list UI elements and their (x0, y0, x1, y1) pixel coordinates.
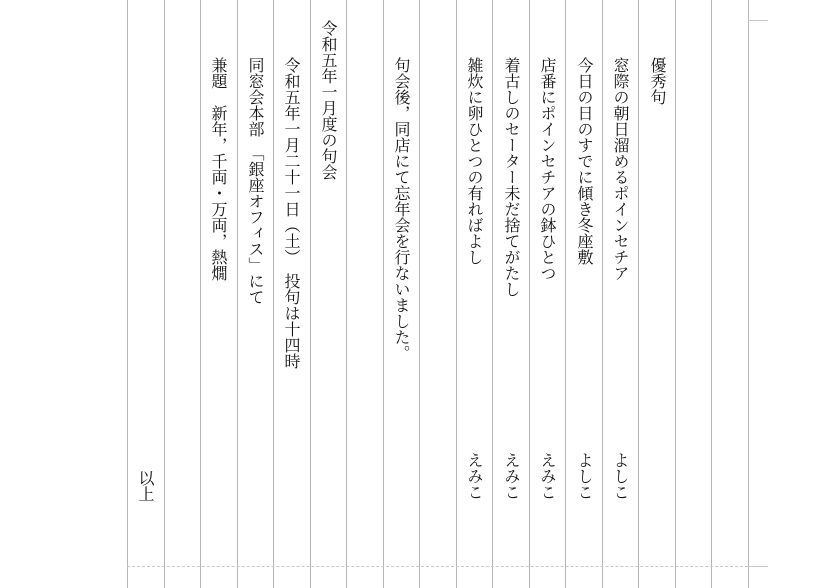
next-meeting-topics: 兼題 新年，千両・万両，熱燗 (209, 57, 228, 281)
haiku-text: 窓際の朝日溜めるポインセチア (611, 57, 630, 281)
ruled-line (346, 0, 347, 588)
ruled-line (273, 0, 274, 588)
ruled-line (748, 0, 749, 588)
ruled-line (675, 0, 676, 588)
haiku-author: えみこ (502, 452, 521, 500)
ruled-line (237, 0, 238, 588)
haiku-author: えみこ (465, 452, 484, 500)
ruled-line (310, 0, 311, 588)
closing-text: 以上 (136, 470, 155, 502)
ruled-line (529, 0, 530, 588)
heading: 優秀句 (648, 57, 667, 105)
haiku-text: 店番にポインセチアの鉢ひとつ (538, 57, 557, 281)
ruled-line (164, 0, 165, 588)
ruled-line (711, 0, 712, 588)
margin-mark (748, 20, 768, 21)
margin-mark (748, 566, 768, 567)
next-meeting-place: 同窓会本部 「銀座オフィス」にて (246, 57, 265, 305)
ruled-line (383, 0, 384, 588)
haiku-text: 今日の日のすでに傾き冬座敷 (575, 57, 594, 265)
haiku-text: 雑炊に卵ひとつの有ればよし (465, 57, 484, 265)
haiku-author: よしこ (575, 452, 594, 500)
after-meeting-note: 句会後，同店にて忘年会を行ないました。 (392, 57, 411, 361)
haiku-author: よしこ (611, 452, 630, 500)
ruled-line (638, 0, 639, 588)
ruled-line (419, 0, 420, 588)
ruled-line (492, 0, 493, 588)
ruled-line (602, 0, 603, 588)
haiku-text: 着古しのセーター未だ捨てがたし (502, 57, 521, 297)
ruled-line (456, 0, 457, 588)
next-meeting-date: 令和五年一月二十一日（土） 投句は十四時 (282, 57, 301, 369)
bottom-guide-line (127, 566, 768, 567)
next-meeting-title: 令和五年一月度の句会 (319, 20, 338, 180)
haiku-author: えみこ (538, 452, 557, 500)
ruled-line (127, 0, 128, 588)
ruled-line (200, 0, 201, 588)
ruled-line (565, 0, 566, 588)
